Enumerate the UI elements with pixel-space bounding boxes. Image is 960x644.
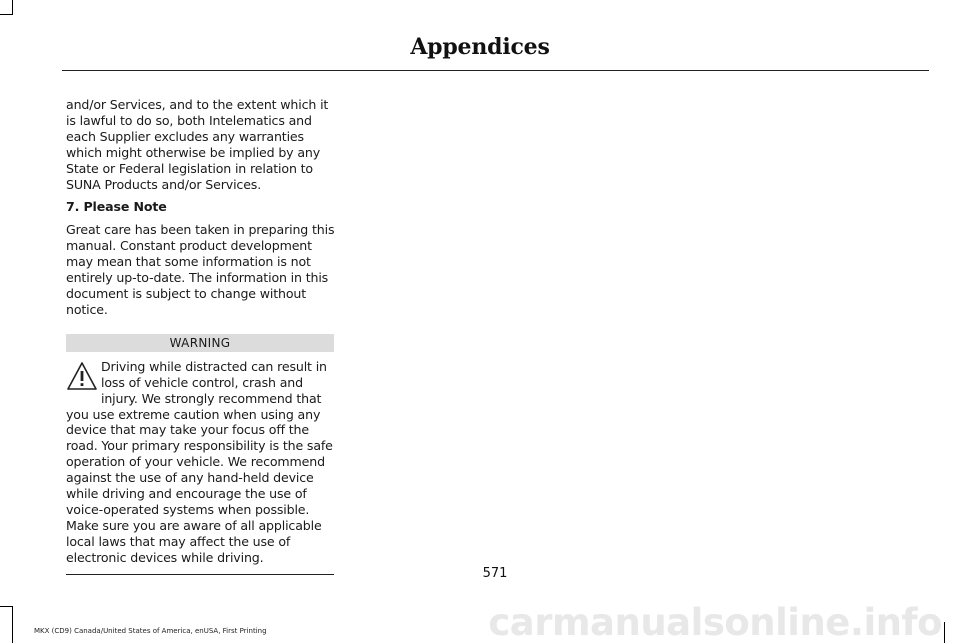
header-divider	[62, 70, 929, 71]
warning-triangle-icon	[66, 361, 98, 391]
paragraph-services: and/or Services, and to the extent which it is lawful to do so, both Intelematics and each Supplier excludes any warranties which might otherwise be implied by any State or Federal legislation in relation to SUNA Products and/or Services.	[66, 97, 329, 192]
warning-box	[66, 359, 336, 566]
paragraph-please-note: Great care has been taken in preparing this manual. Constant product development may mean that some information is not entirely up-to-date. The information in this document is subject to change without notice.	[66, 222, 335, 317]
footer-text: MKX (CD9) Canada/United States of America, enUSA, First Printing	[34, 627, 267, 635]
content-column	[66, 97, 336, 575]
crop-mark-bottom-left-v	[12, 606, 13, 643]
crop-mark-top-left-v	[12, 0, 13, 14]
crop-mark-bottom-right-v	[944, 622, 945, 643]
section-heading: 7. Please Note	[66, 199, 167, 215]
crop-mark-top-left-h	[0, 14, 13, 15]
page-title: Appendices	[410, 34, 550, 60]
page-number: 571	[482, 566, 508, 581]
warning-header: WARNING	[66, 334, 334, 352]
watermark: carmanualsonline.info	[488, 601, 942, 644]
warning-text: Driving while distracted can result in loss of vehicle control, crash and injury. We strongly recommend that you use extreme caution when using any device that may take your focus off the road. Your primary responsibility is the safe operation of your vehicle. We recommend against the use of any hand-held device while driving and encourage the use of voice-operated systems when possible. Make sure you are aware of all applicable local laws that may affect the use of electronic devices while driving.	[66, 358, 333, 565]
crop-mark-bottom-left-h	[0, 606, 13, 607]
